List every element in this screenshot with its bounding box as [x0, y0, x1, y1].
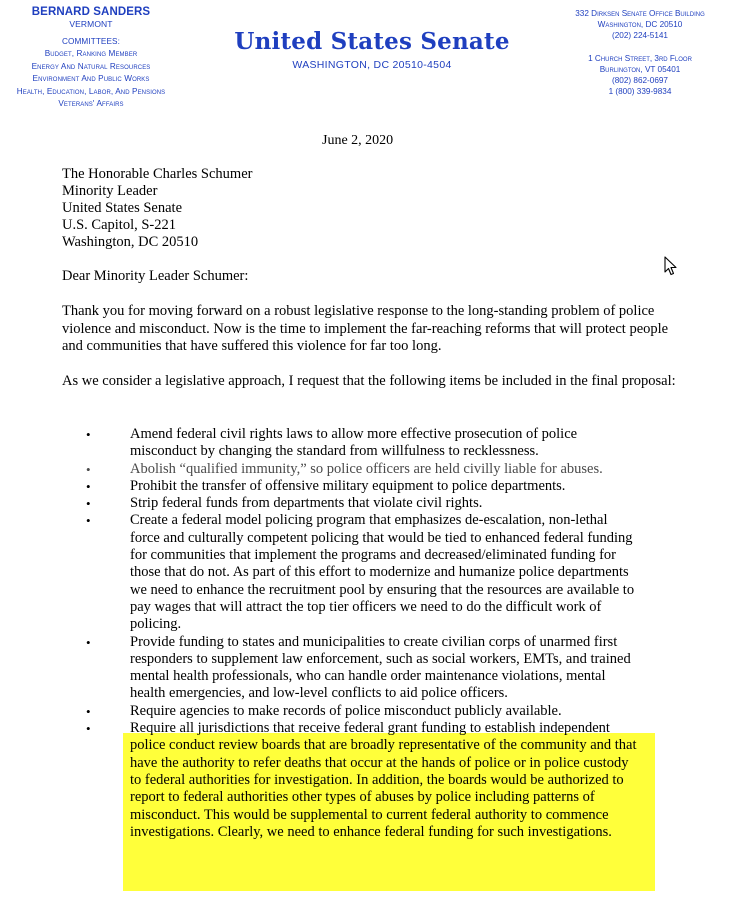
- list-item: [0, 703, 640, 720]
- committee-item: Environment And Public Works: [32, 74, 150, 84]
- committee-item: Health, Education, Labor, And Pensions: [16, 86, 166, 96]
- vt-office-line: 1 (800) 339-9834: [608, 87, 672, 97]
- list-item-text: Require all jurisdictions that receive federal grant funding to establish independent police conduct review boards that are broadly representative of the community and that have the authority to refer deaths that occur at the hands of police or in police custody to federal authorities for investigation. In addition, the boards would be authorized to report to federal authorities other types of abuses by police including patterns of misconduct. This would be supplemental to current federal authority to commence investigations. Clearly, we need to enhance federal funding for such investigations.: [130, 720, 637, 840]
- body-paragraph: Thank you for moving forward on a robust legislative response to the long-standing problem of police violence and misconduct. Now is the time to implement the far-reaching reforms that will protect people and communities that have suffered this violence for far too long.: [62, 303, 669, 354]
- list-item: [0, 720, 640, 841]
- list-item-text: Abolish “qualified immunity,” so police officers are held civilly liable for abuses.: [130, 460, 603, 477]
- senate-city: WASHINGTON, DC 20510-4504: [292, 59, 452, 71]
- letter-date: June 2, 2020: [322, 133, 394, 148]
- vt-office-line: (802) 862-0697: [612, 76, 668, 86]
- arrow-cursor-icon: [664, 256, 678, 281]
- list-item: [0, 495, 640, 512]
- vt-office-line: Burlington, VT 05401: [599, 64, 681, 74]
- recipient-line: The Honorable Charles Schumer: [62, 166, 253, 182]
- bullet-icon: •: [86, 634, 91, 650]
- bullet-icon: •: [86, 703, 91, 719]
- letterhead-left: [0, 6, 182, 110]
- senate-title: United States Senate: [234, 28, 510, 55]
- list-item-text: Prohibit the transfer of offensive military equipment to police departments.: [130, 477, 566, 494]
- list-item: [0, 512, 640, 633]
- request-list: [0, 426, 734, 841]
- recipient-line: United States Senate: [62, 200, 183, 216]
- list-item-text: Strip federal funds from departments that violate civil rights.: [130, 495, 483, 512]
- vt-office-line: 1 Church Street, 3rd Floor: [588, 53, 692, 63]
- letterhead-right: [546, 8, 734, 97]
- recipient-address: [62, 166, 252, 251]
- senator-name: BERNARD SANDERS: [31, 6, 151, 18]
- senator-state: VERMONT: [69, 19, 113, 29]
- list-item: [0, 478, 640, 495]
- committees-label: COMMITTEES:: [62, 37, 120, 46]
- dc-office-line: (202) 224-5141: [612, 31, 668, 41]
- list-item-text: Create a federal model policing program that emphasizes de-escalation, non-lethal force and culturally competent policing that would be tied to enhanced federal funding for communities that implement the programs and decreased/eliminated funding for those that do not. As part of this effort to modernize and humanize police departments we need to enhance the recruitment pool by ensuring that the resources are available to pay wages that will attract the top tier officers we need to do the difficult work of policing.: [130, 512, 635, 633]
- list-item: [0, 634, 640, 703]
- bullet-icon: •: [86, 496, 91, 512]
- list-item-text: Provide funding to states and municipalities to create civilian corps of unarmed first responders to supplement law enforcement, such as social workers, EMTs, and trained mental health professionals, who can handle order maintenance violations, mental health emergencies, and low-level conflicts to aid police officers.: [130, 633, 631, 702]
- recipient-line: U.S. Capitol, S-221: [62, 217, 176, 233]
- list-item-text: Amend federal civil rights laws to allow more effective prosecution of police misconduct by changing the standard from willfulness to recklessness.: [130, 426, 578, 460]
- bullet-icon: •: [86, 427, 91, 442]
- bullet-icon: •: [86, 513, 91, 529]
- list-item: [0, 426, 640, 461]
- letterhead-center: [230, 28, 514, 72]
- recipient-line: Minority Leader: [62, 183, 158, 199]
- list-item-text: Require agencies to make records of police misconduct publicly available.: [130, 702, 562, 719]
- salutation: Dear Minority Leader Schumer:: [62, 268, 249, 284]
- bullet-icon: •: [86, 721, 91, 737]
- body-paragraph: As we consider a legislative approach, I request that the following items be included in the final proposal:: [62, 373, 676, 389]
- recipient-line: Washington, DC 20510: [62, 234, 199, 250]
- dc-office-line: Washington, DC 20510: [597, 20, 683, 30]
- committee-item: Budget, Ranking Member: [44, 49, 138, 59]
- bullet-icon: •: [86, 478, 91, 494]
- committee-item: Energy And Natural Resources: [31, 61, 151, 71]
- dc-office-line: 332 Dirksen Senate Office Building: [575, 9, 705, 18]
- bullet-icon: •: [86, 461, 91, 477]
- committee-item: Veterans' Affairs: [58, 99, 124, 109]
- list-item: [0, 461, 640, 478]
